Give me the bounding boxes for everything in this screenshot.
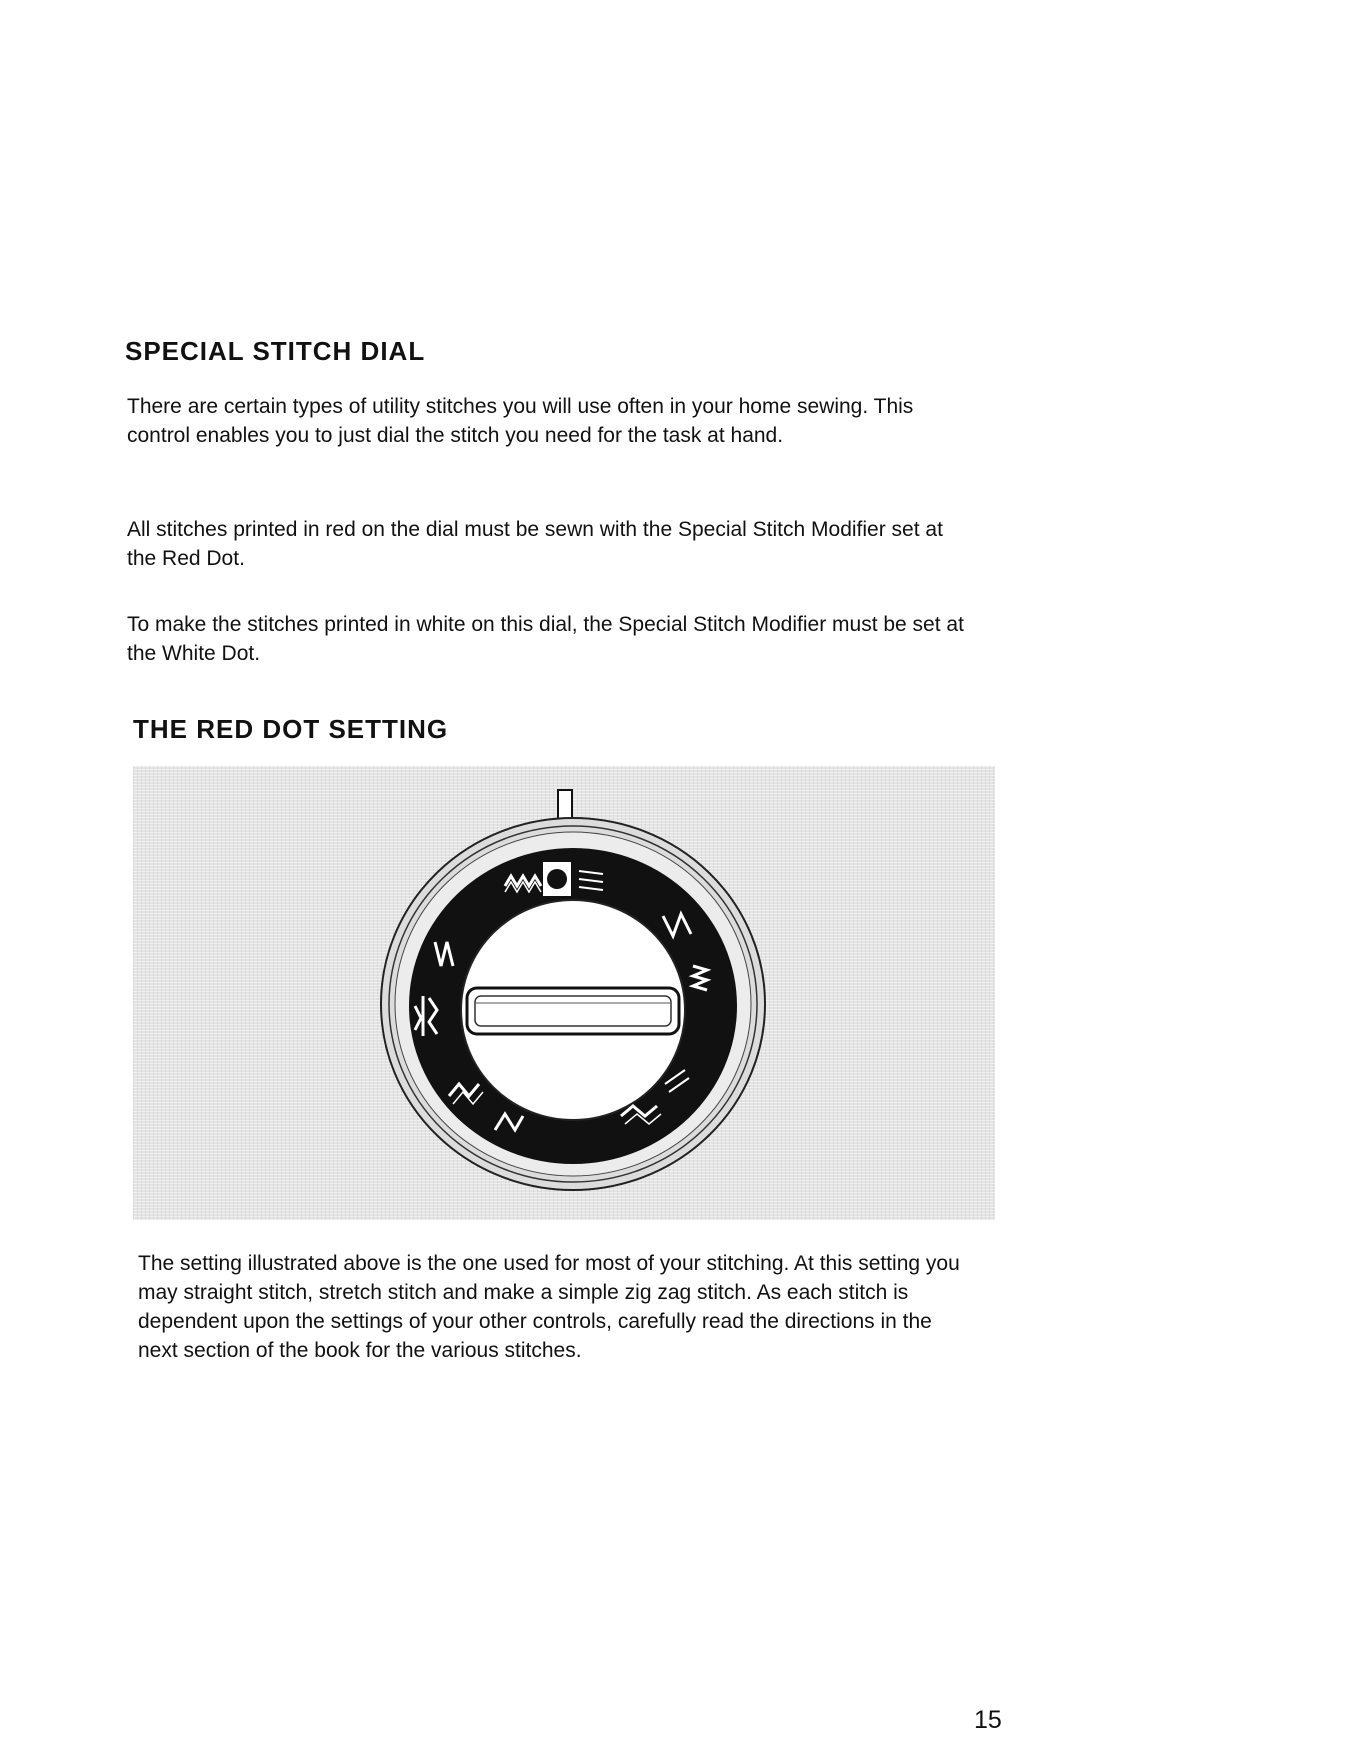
intro-paragraph: There are certain types of utility stitches you will use often in your home sewing. This control enables you to just dial the stitch you need for the task at hand. xyxy=(127,395,914,447)
page-number: 15 xyxy=(974,1706,1002,1734)
section-title: SPECIAL STITCH DIAL xyxy=(125,336,426,366)
subsection-title: THE RED DOT SETTING xyxy=(133,714,449,744)
stitch-dial-illustration xyxy=(133,766,995,1220)
white-stitch-paragraph: To make the stitches printed in white on this dial, the Special Stitch Modifier must be set at the White Dot. xyxy=(127,613,964,665)
red-dot-icon xyxy=(547,869,567,889)
red-stitch-paragraph: All stitches printed in red on the dial must be sewn with the Special Stitch Modifier set at the Red Dot. xyxy=(127,518,943,570)
dial-knob-bar xyxy=(467,988,679,1034)
stitch-dial-icon xyxy=(133,766,995,1220)
red-dot-paragraph: The setting illustrated above is the one used for most of your stitching. At this setting you may straight stitch, stretch stitch and make a simple zig zag stitch. As each stitch is dependent upon the settings of your other controls, carefully read the directions in the next section of the book for the various stitches. xyxy=(138,1252,960,1362)
